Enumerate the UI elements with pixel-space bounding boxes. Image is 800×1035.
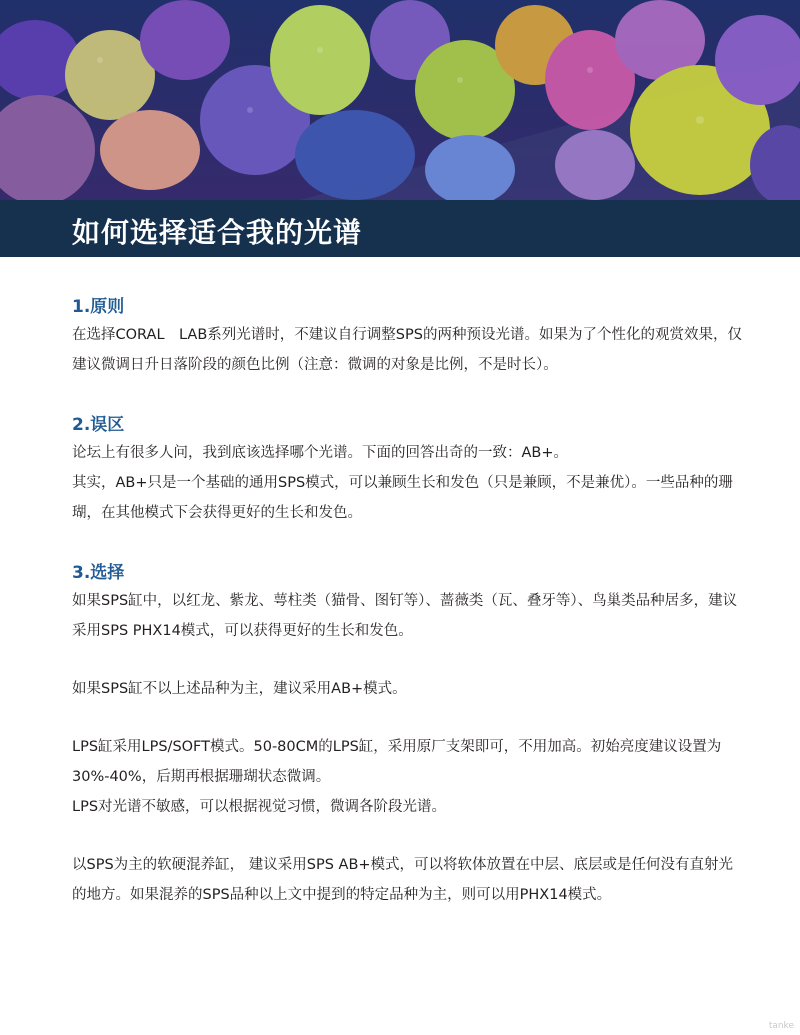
hero-coral-image xyxy=(0,0,800,200)
coral-reef-illustration xyxy=(0,0,800,200)
section-misconception xyxy=(72,412,742,528)
paragraph: LPS缸采用LPS/SOFT模式。50-80CM的LPS缸，采用原厂支架即可，不用加高。初始亮度建议设置为30%-40%，后期再根据珊瑚状态微调。 xyxy=(72,739,722,785)
paragraph: LPS对光谱不敏感，可以根据视觉习惯，微调各阶段光谱。 xyxy=(72,799,447,815)
paragraph: 在选择CORAL LAB系列光谱时，不建议自行调整SPS的两种预设光谱。如果为了个性化的观赏效果，仅建议微调日升日落阶段的颜色比例（注意：微调的对象是比例，不是时长）。 xyxy=(72,327,742,373)
paragraph: 如果SPS缸不以上述品种为主，建议采用AB+模式。 xyxy=(72,681,407,697)
paragraph: 其实，AB+只是一个基础的通用SPS模式，可以兼顾生长和发色（只是兼顾，不是兼优）。一些品种的珊瑚，在其他模式下会获得更好的生长和发色。 xyxy=(72,475,733,521)
title-banner xyxy=(0,200,800,257)
paragraph: 如果SPS缸中，以红龙、紫龙、萼柱类（猫骨、图钉等）、蔷薇类（瓦、叠牙等）、鸟巢类品种居多，建议采用SPS PHX14模式，可以获得更好的生长和发色。 xyxy=(72,593,738,639)
watermark: tanke xyxy=(768,1021,794,1031)
section-principle xyxy=(72,294,742,380)
section-heading: 1.原则 xyxy=(72,297,125,317)
page-title: 如何选择适合我的光谱 xyxy=(72,216,363,249)
paragraph: 以SPS为主的软硬混养缸， 建议采用SPS AB+模式，可以将软体放置在中层、底层或是任何没有直射光的地方。如果混养的SPS品种以上文中提到的特定品种为主，则可以用PHX14模式。 xyxy=(72,857,734,903)
section-heading: 2.误区 xyxy=(72,415,125,435)
section-choice xyxy=(72,560,742,910)
section-heading: 3.选择 xyxy=(72,563,125,583)
paragraph: 论坛上有很多人问，我到底该选择哪个光谱。下面的回答出奇的一致：AB+。 xyxy=(72,445,569,461)
